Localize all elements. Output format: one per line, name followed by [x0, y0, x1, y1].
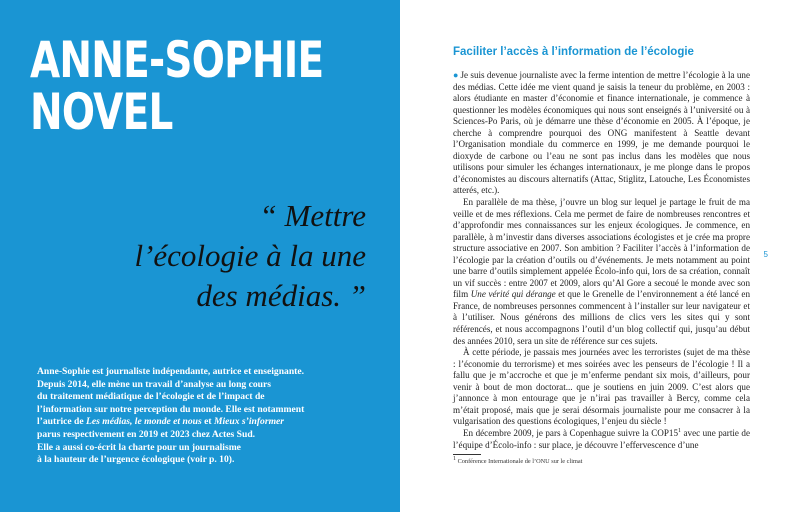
bio-line: Anne-Sophie est journaliste indépendante, autrice et enseignante. — [37, 366, 305, 377]
paragraph-4-text-b: avec une partie de l’équipe d’Écolo-info : sur place, je découvre l’effervescence d’une — [453, 427, 750, 450]
pull-quote-line2: l’écologie à la une — [134, 238, 366, 273]
bio-line: parus respectivement en 2019 et 2023 chez Actes Sud. — [37, 428, 256, 440]
section-heading: Faciliter l’accès à l’information de l’écologie — [453, 46, 694, 58]
book-title-2: Mieux s’informer — [213, 416, 285, 428]
bio-text: et — [201, 416, 214, 428]
paragraph-1-text: Je suis devenue journaliste avec la ferme intention de mettre l’écologie à la une des médias. Cette idée me vient quand je saisis la teneur du problème, en 2003 : alors étudiante en master d’économie et finance internationale, je commence à questionner les modèles économiques qui nous sont enseignés à l’université ou à Sciences-Po Paris, où je démarre une thèse d’économie en 2005. À l’époque, je cherche à comprendre pourquoi des ONG manifestent à Seattle devant l’Organisation mondiale du commerce en 1999, je me demande pourquoi le dioxyde de carbone ou l’eau ne sont pas inclus dans les modèles que nous utilisons pour simuler les échanges internationaux, je me plonge dans le propos d’économistes au discours alternatifs (Attac, Stiglitz, Latouche, Les Économistes atterés, etc.). — [453, 70, 750, 196]
pull-quote — [66, 196, 366, 316]
footnote-ref: 1 — [678, 427, 681, 434]
book-title-1: Les médias, le monde et nous — [86, 416, 202, 428]
bio-text: l’autrice de — [37, 416, 87, 428]
bio-line: du traitement médiatique de l’écologie et de l’impact de — [37, 391, 265, 403]
author-bio — [37, 366, 387, 467]
right-page — [400, 0, 800, 512]
paragraph-1 — [453, 70, 750, 197]
paragraph-2 — [453, 197, 750, 347]
bullet-icon: ● — [453, 70, 459, 80]
bio-line: à la hauteur de l’urgence écologique (voir p. 10). — [37, 454, 235, 466]
bio-line: Depuis 2014, elle mène un travail d’analyse au long cours — [37, 378, 271, 390]
footnote-divider — [453, 454, 481, 455]
author-name-line1: ANNE-SOPHIE — [30, 31, 324, 89]
pull-quote-line1: “ Mettre — [259, 198, 366, 233]
paragraph-2-text-a: En parallèle de ma thèse, j’ouvre un blog sur lequel je partage le fruit de ma veille et de mes réflexions. Cela me permet de faire de nombreuses rencontres et d’approfondir mes connaissances sur les enjeux écologiques. Je commence, en parallèle, à m’investir dans diverses associations écologistes et je crée ma propre structure associative en 2007. Son ambition ? Faciliter l’accès à l’information de l’écologie par la création d’outils ou d’événements. Je mets notamment au point une barre d’outils simplement appelée Écolo-info qui, lors de sa création, connaît un vif succès : entre 2007 et 2009, alors qu’Al Gore a secoué le monde avec son film — [453, 197, 750, 300]
article-body — [453, 70, 750, 451]
page-number: 5 — [763, 250, 768, 259]
paragraph-3: À cette période, je passais mes journées avec les terroristes (sujet de ma thèse : l’économie du terrorisme) et mes soirées avec les penseurs de l’écologie ! Il a fallu que je m’accroche et que je m’enferme pendant six mois, d’ailleurs, pour venir à bout de mon doctorat... que je soutiens en juin 2009. C’est alors que j’annonce à mon entourage que je n’irai pas travailler à Bercy, comme cela m’était proposé, mais que je serai désormais journaliste pour me consacrer à la vulgarisation des questions écologiques, l’enjeu du siècle ! — [453, 347, 750, 427]
bio-line: l’information sur notre perception du monde. Elle est notamment — [37, 403, 305, 415]
bio-line — [37, 416, 387, 429]
bio-line: Elle a aussi co-écrit la charte pour un journalisme — [37, 441, 241, 453]
paragraph-4 — [453, 428, 750, 451]
footnote — [453, 455, 753, 465]
paragraph-4-text-a: En décembre 2009, je pars à Copenhague suivre la COP15 — [463, 427, 678, 438]
footnote-number: 1 — [453, 455, 456, 462]
author-name — [30, 31, 324, 141]
film-title: Une vérité qui dérange — [470, 289, 556, 300]
footnote-text: Conférence Internationale de l’ONU sur le climat — [456, 458, 583, 465]
author-name-line2: NOVEL — [30, 83, 173, 141]
pull-quote-line3: des médias. ” — [196, 278, 366, 313]
paragraph-2-text-b: et que le Grenelle de l’environnement a été lancé en France, de nombreuses personnes commencent à l’installer sur leur navigateur et à l’utiliser. Nous générons des millions de clics vers les sites qui y sont référencés, et nous accompagnons l’outil d’un blog collectif qui, jusqu’au début des années 2010, sera un site de référence sur ces sujets. — [453, 289, 750, 346]
